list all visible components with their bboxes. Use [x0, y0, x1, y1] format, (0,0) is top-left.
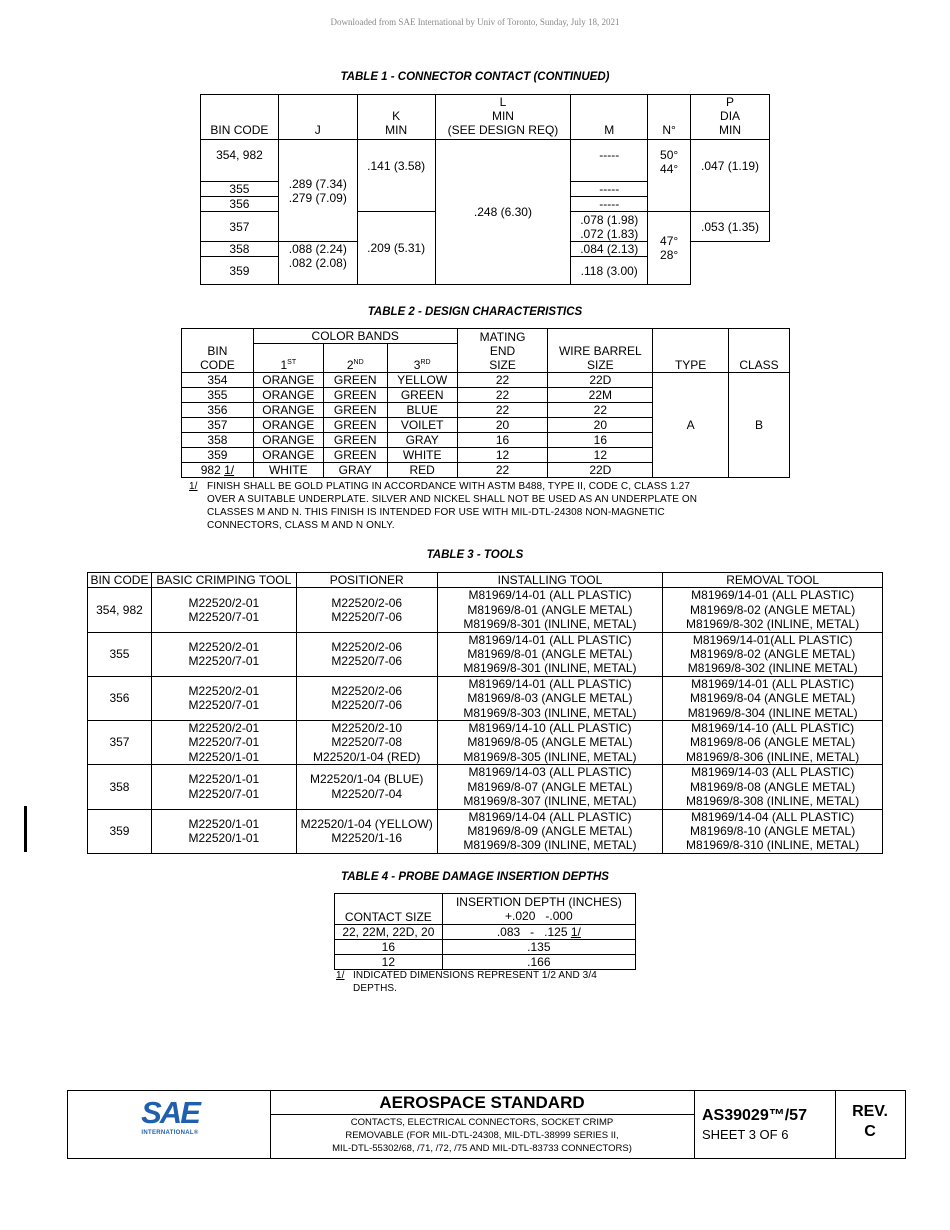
- t3-install-line: M81969/8-03 (ANGLE METAL): [467, 691, 633, 706]
- t1-m-358: [278, 242, 357, 285]
- t3-pos-line: M22520/7-04: [331, 786, 403, 801]
- revision-change-bar: [24, 806, 27, 852]
- t3-pos-line: M22520/2-06: [331, 639, 403, 654]
- t3-positioner: [296, 676, 437, 720]
- t2-band3: WHITE: [387, 448, 457, 463]
- t3-install-line: M81969/8-309 (INLINE, METAL): [463, 838, 637, 853]
- t2-header-mating-line3: SIZE: [489, 358, 516, 372]
- t3-crimp-line: M22520/1-01: [188, 772, 260, 787]
- t3-header-installing-tool: INSTALLING TOOL: [437, 573, 663, 588]
- t3-pos-line: M22520/2-10: [331, 721, 403, 736]
- t3-crimp: [151, 765, 296, 809]
- t2-header-band-3rd-num: 3: [413, 358, 421, 372]
- t3-crimp: [151, 632, 296, 676]
- table3: [87, 572, 883, 854]
- t3-bin: 354, 982: [88, 588, 152, 632]
- t3-installing: [437, 632, 663, 676]
- t1-header-m: M: [571, 95, 648, 140]
- t2-code-982-value: 982: [200, 463, 221, 477]
- t2-code: 355: [182, 388, 254, 403]
- t3-crimp-line: M22520/2-01: [188, 639, 260, 654]
- t3-install-line: M81969/8-09 (ANGLE METAL): [467, 823, 633, 838]
- table4-caption: TABLE 4 - PROBE DAMAGE INSERTION DEPTHS: [341, 871, 609, 883]
- t1-header-k-line2: MIN: [385, 123, 408, 137]
- t1-m-356: -----: [571, 197, 648, 212]
- t4-contact-size: 16: [335, 940, 443, 955]
- t2-header-color-bands: COLOR BANDS: [253, 329, 457, 344]
- t2-code: 358: [182, 433, 254, 448]
- t3-pos-line: M22520/7-06: [331, 654, 403, 669]
- t1-header-l-line2: MIN: [491, 109, 514, 123]
- t3-removal-line: M81969/14-04 (ALL PLASTIC): [691, 809, 855, 824]
- t3-crimp-line: M22520/1-01: [188, 749, 260, 764]
- t3-removal-line: M81969/8-306 (INLINE, METAL): [686, 749, 860, 764]
- t2-mating-size: 16: [457, 433, 548, 448]
- t1-header-p-line1: P: [726, 95, 735, 109]
- t3-install-line: M81969/14-01 (ALL PLASTIC): [468, 676, 632, 691]
- t2-footnote-line: CLASSES M AND N. THIS FINISH IS INTENDED FOR USE WITH MIL-DTL-24308 NON-MAGNETIC: [207, 507, 665, 518]
- t4-footnote-line: INDICATED DIMENSIONS REPRESENT 1/2 AND 3/4: [353, 970, 597, 981]
- t1-m-357b: .072 (1.83): [580, 226, 639, 241]
- t2-code: 357: [182, 418, 254, 433]
- t2-header-mating-line2: END: [489, 344, 516, 358]
- t3-removal: [663, 721, 883, 765]
- table2-caption: TABLE 2 - DESIGN CHARACTERISTICS: [367, 306, 583, 318]
- t3-crimp: [151, 588, 296, 632]
- t2-band1: ORANGE: [253, 433, 323, 448]
- t3-crimp-line: M22520/7-01: [188, 654, 260, 669]
- t1-bin-357: 357: [201, 212, 279, 242]
- table1-caption: TABLE 1 - CONNECTOR CONTACT (CONTINUED): [340, 71, 610, 83]
- t3-bin: 355: [88, 632, 152, 676]
- rev-label: REV.: [852, 1103, 888, 1120]
- t3-crimp-line: M22520/7-01: [188, 610, 260, 625]
- table4-footnote: [336, 969, 636, 997]
- t2-code: 354: [182, 373, 254, 388]
- t3-pos-line: M22520/2-06: [331, 684, 403, 699]
- t3-install-line: M81969/8-01 (ANGLE METAL): [467, 647, 633, 662]
- t3-install-line: M81969/8-301 (INLINE, METAL): [463, 661, 637, 676]
- t1-bin-358: 358: [201, 242, 279, 257]
- t2-header-band-2nd: [323, 344, 387, 373]
- t3-removal: [663, 809, 883, 853]
- t1-k-a: .141 (3.58): [357, 140, 435, 212]
- t2-wire-size: 12: [548, 448, 653, 463]
- t3-install-line: M81969/8-307 (INLINE, METAL): [463, 794, 637, 809]
- sheet-number: SHEET 3 OF 6: [702, 1127, 789, 1142]
- t1-bin-354-982: 354, 982: [201, 140, 279, 182]
- t3-install-line: M81969/14-10 (ALL PLASTIC): [468, 721, 632, 736]
- t1-m-357: [571, 212, 648, 242]
- t4-depth-value: .083 - .125: [496, 925, 568, 939]
- t1-n-b: [648, 212, 691, 285]
- t1-p-357: .053 (1.35): [691, 212, 770, 242]
- title-block-desc-cell: [270, 1091, 695, 1158]
- t1-n-a2: 44°: [660, 162, 679, 176]
- t2-header-band-3rd-sup: RD: [420, 359, 431, 366]
- t3-crimp-line: M22520/7-01: [188, 698, 260, 713]
- t2-header-type: TYPE: [653, 329, 729, 373]
- t4-depth: .166: [442, 955, 635, 970]
- t2-header-wire-line2: SIZE: [586, 358, 614, 372]
- t3-header-crimping-tool: BASIC CRIMPING TOOL: [151, 573, 296, 588]
- t2-band2: GRAY: [323, 463, 387, 478]
- t2-band1: ORANGE: [253, 448, 323, 463]
- t1-header-j: J: [278, 95, 357, 140]
- t2-band3: YELLOW: [387, 373, 457, 388]
- t3-installing: [437, 809, 663, 853]
- t1-j-line1: .289 (7.34): [288, 176, 347, 191]
- t2-wire-size: 16: [548, 433, 653, 448]
- t3-crimp-line: M22520/7-01: [188, 786, 260, 801]
- t3-removal-line: M81969/8-308 (INLINE, METAL): [686, 794, 860, 809]
- t2-wire-size: 22: [548, 403, 653, 418]
- t4-footnote-mark: 1/: [336, 970, 345, 981]
- t3-pos-line: M22520/7-06: [331, 698, 403, 713]
- t1-header-k: [357, 95, 435, 140]
- t2-footnote-line: FINISH SHALL BE GOLD PLATING IN ACCORDANCE WITH ASTM B488, TYPE II, CODE C, CLASS 1.27: [207, 481, 690, 492]
- sae-logo-sub: [138, 1130, 202, 1136]
- t2-band3: GRAY: [387, 433, 457, 448]
- t3-install-line: M81969/14-01 (ALL PLASTIC): [468, 588, 632, 603]
- t2-header-mating-line1: MATING: [479, 330, 526, 344]
- t3-install-line: M81969/8-301 (INLINE, METAL): [463, 617, 637, 632]
- t3-removal-line: M81969/8-04 (ANGLE METAL): [690, 691, 856, 706]
- t2-band3: VOILET: [387, 418, 457, 433]
- t2-mating-size: 22: [457, 463, 548, 478]
- t4-header-insertion-depth: [442, 894, 635, 925]
- t2-code-982-note: 1/: [224, 463, 235, 477]
- t3-removal-line: M81969/8-08 (ANGLE METAL): [690, 779, 856, 794]
- t3-crimp: [151, 676, 296, 720]
- t3-bin: 356: [88, 676, 152, 720]
- t3-installing: [437, 765, 663, 809]
- t3-positioner: [296, 632, 437, 676]
- t3-header-removal-tool: REMOVAL TOOL: [663, 573, 883, 588]
- t3-removal-line: M81969/14-03 (ALL PLASTIC): [691, 765, 855, 780]
- t1-m-355: -----: [571, 182, 648, 197]
- t2-code: 359: [182, 448, 254, 463]
- t1-k-b: .209 (5.31): [357, 212, 435, 285]
- title-block-rev-cell: [835, 1091, 905, 1158]
- t3-positioner: [296, 809, 437, 853]
- title-block-doc-cell: [694, 1091, 836, 1158]
- t1-header-l: [435, 95, 571, 140]
- t3-installing: [437, 588, 663, 632]
- t3-crimp-line: M22520/2-01: [188, 595, 260, 610]
- t4-header-contact-size: CONTACT SIZE: [335, 894, 443, 925]
- sae-logo-mark: SAE: [141, 1095, 199, 1130]
- title-block-logo-cell: [68, 1091, 271, 1158]
- t2-band2: GREEN: [323, 448, 387, 463]
- t2-header-band-1st-num: 1: [280, 358, 288, 372]
- t3-crimp-line: M22520/2-01: [188, 721, 260, 736]
- table2-footnote: [189, 480, 789, 536]
- t1-n-a1: 50°: [660, 148, 679, 162]
- t3-crimp-line: M22520/1-01: [188, 816, 260, 831]
- t2-class-value: B: [729, 373, 790, 478]
- t2-mating-size: 12: [457, 448, 548, 463]
- t1-p-359: .118 (3.00): [571, 257, 648, 285]
- t3-header-bin-code: BIN CODE: [88, 573, 152, 588]
- t3-crimp: [151, 721, 296, 765]
- t3-removal-line: M81969/8-302 (INLINE, METAL): [686, 617, 860, 632]
- t3-removal: [663, 632, 883, 676]
- t1-p-a: .047 (1.19): [691, 140, 770, 212]
- rev-value: C: [864, 1123, 876, 1140]
- t1-header-p-line3: MIN: [719, 123, 742, 137]
- t2-header-mating-end-size: [457, 329, 548, 373]
- t1-header-bin-code: BIN CODE: [201, 95, 279, 140]
- t3-removal: [663, 765, 883, 809]
- title-description: [270, 1116, 694, 1155]
- t2-footnote-mark: 1/: [189, 481, 198, 492]
- t2-header-band-3rd: [387, 344, 457, 373]
- t3-removal-line: M81969/8-310 (INLINE, METAL): [686, 838, 860, 853]
- t3-installing: [437, 676, 663, 720]
- t3-crimp-line: M22520/1-01: [188, 831, 260, 846]
- t1-m-358b: .082 (2.08): [288, 256, 347, 270]
- title-desc-line: MIL-DTL-55302/68, /71, /72, /75 AND MIL-DTL-83733 CONNECTORS): [332, 1143, 632, 1154]
- doc-number: AS39029™/57: [702, 1107, 807, 1124]
- t1-header-l-line3: (SEE DESIGN REQ): [447, 123, 559, 137]
- t2-mating-size: 20: [457, 418, 548, 433]
- t3-removal: [663, 588, 883, 632]
- t3-bin: 359: [88, 809, 152, 853]
- t2-band1: ORANGE: [253, 373, 323, 388]
- t2-band3: BLUE: [387, 403, 457, 418]
- t4-depth-note: 1/: [570, 925, 581, 939]
- t3-removal-line: M81969/8-02 (ANGLE METAL): [690, 602, 856, 617]
- t3-install-line: M81969/8-305 (INLINE, METAL): [463, 749, 637, 764]
- t3-removal-line: M81969/8-06 (ANGLE METAL): [690, 735, 856, 750]
- title-heading: AEROSPACE STANDARD: [270, 1091, 694, 1115]
- t3-removal-line: M81969/14-01 (ALL PLASTIC): [691, 588, 855, 603]
- t3-crimp-line: M22520/2-01: [188, 684, 260, 699]
- t3-removal-line: M81969/14-01 (ALL PLASTIC): [691, 676, 855, 691]
- t3-install-line: M81969/14-01 (ALL PLASTIC): [468, 632, 632, 647]
- t3-pos-line: M22520/1-04 (BLUE): [310, 772, 424, 787]
- t1-j-line2: .279 (7.09): [288, 190, 347, 205]
- t3-bin: 357: [88, 721, 152, 765]
- sae-logo-reg: ®: [193, 1130, 199, 1136]
- t3-removal-line: M81969/8-10 (ANGLE METAL): [690, 823, 856, 838]
- t3-installing: [437, 721, 663, 765]
- t2-band2: GREEN: [323, 433, 387, 448]
- t3-removal-line: M81969/14-10 (ALL PLASTIC): [691, 721, 855, 736]
- t3-install-line: M81969/14-03 (ALL PLASTIC): [468, 765, 632, 780]
- t2-header-band-2nd-num: 2: [346, 358, 354, 372]
- title-desc-line: CONTACTS, ELECTRICAL CONNECTORS, SOCKET CRIMP: [350, 1117, 614, 1128]
- t3-pos-line: M22520/1-16: [331, 831, 403, 846]
- t4-depth: .135: [442, 940, 635, 955]
- t3-crimp-line: M22520/7-01: [188, 735, 260, 750]
- t3-pos-line: M22520/1-04 (YELLOW): [300, 816, 433, 831]
- t1-j-value: [278, 140, 357, 242]
- t4-header-depth-line1: INSERTION DEPTH (INCHES): [455, 895, 622, 909]
- t1-header-p-line2: DIA: [720, 109, 741, 123]
- t2-code: 356: [182, 403, 254, 418]
- t4-depth: [442, 925, 635, 940]
- t1-header-p: [691, 95, 770, 140]
- t1-bin-359: 359: [201, 257, 279, 285]
- sae-logo-sub-text: INTERNATIONAL: [141, 1130, 194, 1136]
- t2-header-class: CLASS: [729, 329, 790, 373]
- t1-bin-355: 355: [201, 182, 279, 197]
- t1-header-n: N°: [648, 95, 691, 140]
- t1-bin-356: 356: [201, 197, 279, 212]
- t3-install-line: M81969/8-05 (ANGLE METAL): [467, 735, 633, 750]
- t3-pos-line: M22520/1-04 (RED): [313, 749, 421, 764]
- sae-logo: [138, 1097, 202, 1136]
- t2-mating-size: 22: [457, 403, 548, 418]
- t1-n-b1: 47°: [660, 234, 679, 248]
- t4-footnote-line: DEPTHS.: [353, 983, 398, 994]
- t3-removal-line: M81969/14-01(ALL PLASTIC): [692, 632, 853, 647]
- t4-header-depth-line2: +.020 -.000: [505, 909, 573, 923]
- t2-header-wire-barrel-size: [548, 329, 653, 373]
- t1-l-value: .248 (6.30): [435, 140, 571, 285]
- t3-positioner: [296, 765, 437, 809]
- t3-install-line: M81969/8-303 (INLINE, METAL): [463, 705, 637, 720]
- t2-wire-size: 22M: [548, 388, 653, 403]
- t3-removal-line: M81969/8-02 (ANGLE METAL): [690, 647, 856, 662]
- t3-crimp: [151, 809, 296, 853]
- t2-code-982: [182, 463, 254, 478]
- t3-pos-line: M22520/7-06: [331, 610, 403, 625]
- table3-caption: TABLE 3 - TOOLS: [426, 549, 524, 561]
- title-block: [67, 1090, 906, 1159]
- table2: [181, 328, 790, 478]
- t2-band2: GREEN: [323, 373, 387, 388]
- t2-wire-size: 20: [548, 418, 653, 433]
- t3-install-line: M81969/8-01 (ANGLE METAL): [467, 602, 633, 617]
- t3-positioner: [296, 588, 437, 632]
- t2-wire-size: 22D: [548, 373, 653, 388]
- t1-p-358: .084 (2.13): [571, 242, 648, 257]
- t2-mating-size: 22: [457, 373, 548, 388]
- t3-bin: 358: [88, 765, 152, 809]
- t1-n-a: [648, 140, 691, 212]
- t3-removal-line: M81969/8-302 (INLINE METAL): [687, 661, 858, 676]
- t2-band2: GREEN: [323, 418, 387, 433]
- t1-header-l-line1: L: [499, 95, 507, 109]
- t2-mating-size: 22: [457, 388, 548, 403]
- t2-header-bin-line1: BIN: [207, 344, 228, 358]
- t2-footnote-line: OVER A SUITABLE UNDERPLATE. SILVER AND NICKEL SHALL NOT BE USED AS AN UNDERPLATE ON: [207, 494, 698, 505]
- t2-band2: GREEN: [323, 388, 387, 403]
- t2-header-band-2nd-sup: ND: [353, 359, 364, 366]
- t1-n-b2: 28°: [660, 248, 679, 262]
- t2-band2: GREEN: [323, 403, 387, 418]
- t4-contact-size: 22, 22M, 22D, 20: [335, 925, 443, 940]
- t2-header-wire-line1: WIRE BARREL: [558, 344, 642, 358]
- download-note: Downloaded from SAE International by Univ of Toronto, Sunday, July 18, 2021: [330, 17, 620, 27]
- table4: [334, 893, 636, 970]
- t3-install-line: M81969/8-07 (ANGLE METAL): [467, 779, 633, 794]
- t4-contact-size: 12: [335, 955, 443, 970]
- t2-header-bin-line2: CODE: [200, 358, 235, 372]
- t2-header-band-1st-sup: ST: [287, 359, 297, 366]
- t2-header-band-1st: [253, 344, 323, 373]
- t2-header-bin-code: [182, 329, 254, 373]
- t2-band1: ORANGE: [253, 388, 323, 403]
- t3-header-positioner: POSITIONER: [296, 573, 437, 588]
- t2-band3: RED: [387, 463, 457, 478]
- t2-wire-size: 22D: [548, 463, 653, 478]
- t1-header-k-line1: K: [392, 109, 401, 123]
- t3-removal-line: M81969/8-304 (INLINE METAL): [687, 705, 858, 720]
- t1-m-357a: .078 (1.98): [580, 212, 639, 227]
- title-desc-line: REMOVABLE (FOR MIL-DTL-24308, MIL-DTL-38999 SERIES II,: [345, 1130, 619, 1141]
- t3-pos-line: M22520/2-06: [331, 595, 403, 610]
- t2-band1: ORANGE: [253, 403, 323, 418]
- table1: [200, 94, 770, 285]
- t3-positioner: [296, 721, 437, 765]
- t1-m-a: -----: [571, 140, 648, 182]
- t3-install-line: M81969/14-04 (ALL PLASTIC): [468, 809, 632, 824]
- t2-band3: GREEN: [387, 388, 457, 403]
- t3-removal: [663, 676, 883, 720]
- t2-type-value: A: [653, 373, 729, 478]
- t1-m-358a: .088 (2.24): [288, 242, 347, 256]
- t3-pos-line: M22520/7-08: [331, 735, 403, 750]
- t2-band1: WHITE: [253, 463, 323, 478]
- t2-band1: ORANGE: [253, 418, 323, 433]
- t2-footnote-line: CONNECTORS, CLASS M AND N ONLY.: [207, 520, 395, 531]
